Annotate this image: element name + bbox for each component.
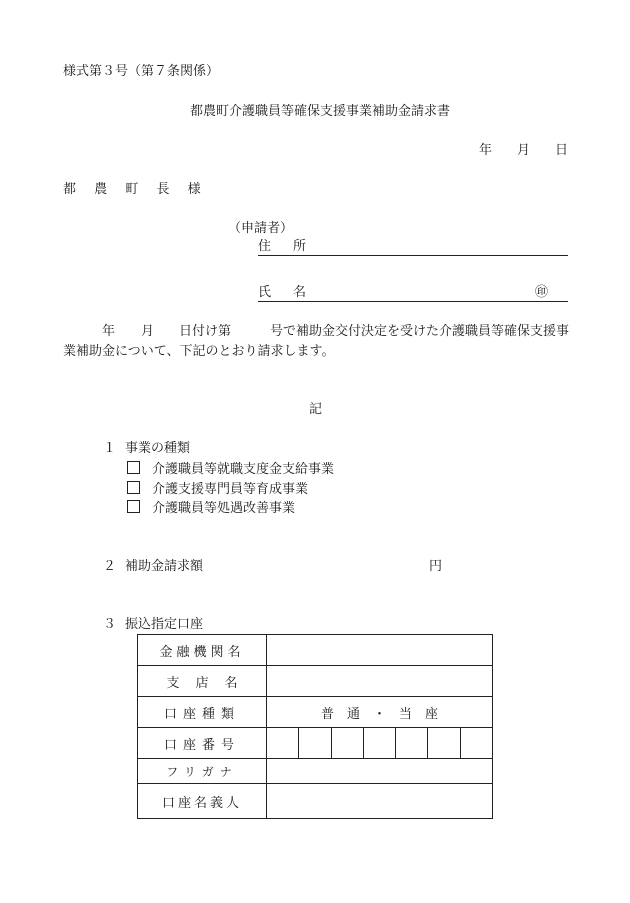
checkbox[interactable] <box>127 461 140 474</box>
document-title: 都農町介護職員等確保支援事業補助金請求書 <box>190 104 451 119</box>
date-day: 日 <box>555 143 569 158</box>
account-number-label: 口座番号 <box>138 728 267 759</box>
furigana-label: フリガナ <box>138 759 267 784</box>
section1-number: １ <box>103 441 117 456</box>
account-number-digits <box>267 728 492 758</box>
body-word-month: 月 <box>141 324 155 339</box>
seal-mark: ㊞ <box>535 285 549 300</box>
section1-title: 事業の種類 <box>125 441 191 456</box>
address-label: 住 所 <box>258 239 307 254</box>
name-underline <box>258 301 568 302</box>
account-holder-field[interactable] <box>267 784 493 819</box>
branch-label: 支 店 名 <box>138 666 267 697</box>
digit-cell[interactable] <box>363 728 395 758</box>
furigana-field[interactable] <box>267 759 493 784</box>
checkbox[interactable] <box>127 500 140 513</box>
account-holder-label: 口座名義人 <box>138 784 267 819</box>
amount-unit: 円 <box>429 559 443 574</box>
section2-number: ２ <box>103 559 117 574</box>
bank-name-field[interactable] <box>267 635 493 666</box>
body-line2: 業補助金について、下記のとおり請求します。 <box>63 344 335 359</box>
bank-name-label: 金融機関名 <box>138 635 267 666</box>
digit-cell[interactable] <box>427 728 459 758</box>
business-type-item: 介護支援専門員等育成事業 <box>127 481 308 498</box>
digit-cell[interactable] <box>331 728 363 758</box>
bank-account-table <box>137 634 493 819</box>
table-row <box>138 728 493 759</box>
table-row <box>138 784 493 819</box>
account-number-field[interactable] <box>267 728 493 759</box>
applicant-label: （申請者） <box>228 221 294 236</box>
ki-heading: 記 <box>309 402 323 417</box>
body-word-year: 年 <box>102 324 116 339</box>
digit-cell[interactable] <box>298 728 330 758</box>
body-line1-rest: 号で補助金交付決定を受けた介護職員等確保支援事 <box>270 324 570 339</box>
table-row <box>138 666 493 697</box>
checkbox[interactable] <box>127 481 140 494</box>
table-row <box>138 635 493 666</box>
digit-cell[interactable] <box>395 728 427 758</box>
address-underline <box>258 255 568 256</box>
date-year: 年 <box>479 143 493 158</box>
section3-number: ３ <box>103 617 117 632</box>
digit-cell[interactable] <box>460 728 492 758</box>
body-word-dated: 日付け第 <box>179 324 232 339</box>
branch-field[interactable] <box>267 666 493 697</box>
form-number: 様式第３号（第７条関係） <box>63 64 220 79</box>
account-type-value[interactable]: 普 通 ・ 当 座 <box>267 697 493 728</box>
addressee: 都 農 町 長 様 <box>63 182 201 197</box>
name-label: 氏 名 <box>258 285 307 300</box>
account-type-label: 口座種類 <box>138 697 267 728</box>
table-row <box>138 697 493 728</box>
section2-title: 補助金請求額 <box>125 559 204 574</box>
table-row <box>138 759 493 784</box>
business-type-item: 介護職員等就職支度金支給事業 <box>127 461 334 478</box>
date-month: 月 <box>517 143 531 158</box>
section3-title: 振込指定口座 <box>125 617 204 632</box>
business-type-item: 介護職員等処遇改善事業 <box>127 500 295 517</box>
digit-cell[interactable] <box>267 728 298 758</box>
